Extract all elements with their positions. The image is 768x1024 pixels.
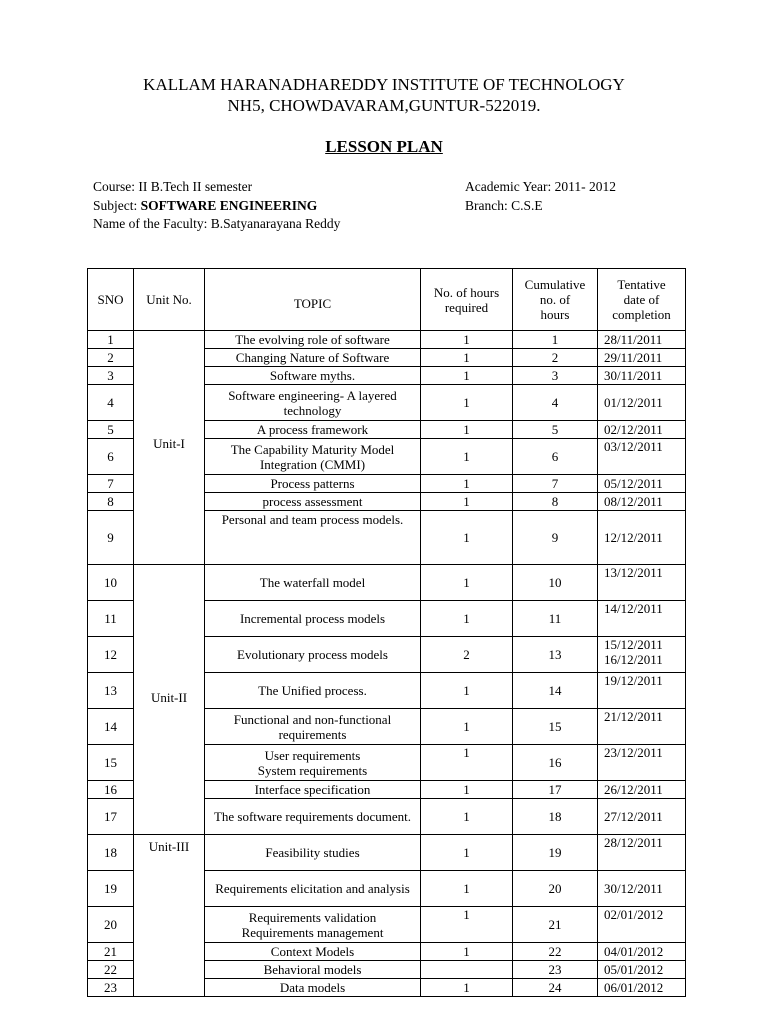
cell-hours: 1	[421, 421, 513, 439]
cell-date: 02/01/2012	[598, 907, 686, 943]
cell-hours: 1	[421, 475, 513, 493]
cell-sno: 20	[88, 907, 134, 943]
cell-date: 02/12/2011	[598, 421, 686, 439]
cell-date: 23/12/2011	[598, 745, 686, 781]
cell-sno: 1	[88, 331, 134, 349]
cell-topic: Requirements validation Requirements management	[205, 907, 421, 943]
cell-date: 03/12/2011	[598, 439, 686, 475]
header-date: Tentative date of completion	[598, 269, 686, 331]
cell-sno: 8	[88, 493, 134, 511]
cell-date: 28/12/2011	[598, 835, 686, 871]
subject-value: SOFTWARE ENGINEERING	[140, 198, 318, 213]
cell-cumulative: 2	[513, 349, 598, 367]
cell-date: 19/12/2011	[598, 673, 686, 709]
cell-date: 12/12/2011	[598, 511, 686, 565]
cell-hours: 1	[421, 601, 513, 637]
cell-topic: Context Models	[205, 943, 421, 961]
cell-cumulative: 21	[513, 907, 598, 943]
cell-cumulative: 22	[513, 943, 598, 961]
cell-hours: 1	[421, 799, 513, 835]
cell-sno: 15	[88, 745, 134, 781]
cell-date: 26/12/2011	[598, 781, 686, 799]
cell-cumulative: 14	[513, 673, 598, 709]
page-title: LESSON PLAN	[325, 137, 443, 156]
cell-hours: 1	[421, 943, 513, 961]
cell-cumulative: 19	[513, 835, 598, 871]
cell-cumulative: 20	[513, 871, 598, 907]
cell-cumulative: 3	[513, 367, 598, 385]
cell-hours: 1	[421, 781, 513, 799]
subject-line	[93, 198, 317, 214]
cell-hours: 1	[421, 871, 513, 907]
cell-hours: 1	[421, 565, 513, 601]
cell-topic: User requirements System requirements	[205, 745, 421, 781]
faculty-line: Name of the Faculty: B.Satyanarayana Reddy	[93, 216, 341, 231]
cell-hours: 1	[421, 439, 513, 475]
cell-hours: 1	[421, 385, 513, 421]
cell-topic: Behavioral models	[205, 961, 421, 979]
cell-topic: A process framework	[205, 421, 421, 439]
cell-hours: 1	[421, 979, 513, 997]
cell-sno: 23	[88, 979, 134, 997]
cell-hours: 1	[421, 835, 513, 871]
cell-date: 30/12/2011	[598, 871, 686, 907]
unit-cell: Unit-II	[134, 565, 205, 835]
cell-topic: Requirements elicitation and analysis	[205, 871, 421, 907]
header-hours: No. of hours required	[421, 269, 513, 331]
cell-hours: 1	[421, 745, 513, 781]
cell-topic: The Unified process.	[205, 673, 421, 709]
academic-year: Academic Year: 2011- 2012	[465, 179, 616, 194]
unit-cell: Unit-I	[134, 331, 205, 565]
cell-cumulative: 24	[513, 979, 598, 997]
cell-topic: The Capability Maturity Model Integration (CMMI)	[205, 439, 421, 475]
cell-sno: 6	[88, 439, 134, 475]
cell-topic: The evolving role of software	[205, 331, 421, 349]
cell-date: 01/12/2011	[598, 385, 686, 421]
header-cumulative: Cumulative no. of hours	[513, 269, 598, 331]
cell-date: 05/01/2012	[598, 961, 686, 979]
header-topic: TOPIC	[205, 269, 421, 331]
cell-topic: Process patterns	[205, 475, 421, 493]
cell-cumulative: 9	[513, 511, 598, 565]
table-row	[88, 835, 686, 871]
cell-cumulative: 8	[513, 493, 598, 511]
cell-date: 14/12/2011	[598, 601, 686, 637]
cell-date: 13/12/2011	[598, 565, 686, 601]
table-row	[88, 565, 686, 601]
cell-hours: 1	[421, 511, 513, 565]
cell-sno: 13	[88, 673, 134, 709]
cell-hours: 2	[421, 637, 513, 673]
cell-sno: 11	[88, 601, 134, 637]
cell-hours: 1	[421, 493, 513, 511]
cell-sno: 2	[88, 349, 134, 367]
cell-sno: 12	[88, 637, 134, 673]
cell-hours: 1	[421, 709, 513, 745]
cell-date: 06/01/2012	[598, 979, 686, 997]
cell-sno: 4	[88, 385, 134, 421]
cell-date: 05/12/2011	[598, 475, 686, 493]
cell-hours: 1	[421, 331, 513, 349]
cell-cumulative: 4	[513, 385, 598, 421]
cell-date: 21/12/2011	[598, 709, 686, 745]
institute-name: KALLAM HARANADHAREDDY INSTITUTE OF TECHNOLOGY	[143, 75, 625, 94]
cell-hours: 1	[421, 907, 513, 943]
cell-topic: Data models	[205, 979, 421, 997]
table-header-row	[88, 269, 686, 331]
cell-topic: Software myths.	[205, 367, 421, 385]
cell-topic: Incremental process models	[205, 601, 421, 637]
cell-date: 04/01/2012	[598, 943, 686, 961]
cell-hours: 1	[421, 673, 513, 709]
cell-sno: 22	[88, 961, 134, 979]
unit-cell: Unit-III	[134, 835, 205, 997]
cell-date: 29/11/2011	[598, 349, 686, 367]
institute-address: NH5, CHOWDAVARAM,GUNTUR-522019.	[227, 96, 541, 115]
cell-date: 28/11/2011	[598, 331, 686, 349]
cell-cumulative: 6	[513, 439, 598, 475]
cell-cumulative: 5	[513, 421, 598, 439]
header-unit: Unit No.	[134, 269, 205, 331]
cell-topic: Changing Nature of Software	[205, 349, 421, 367]
cell-cumulative: 17	[513, 781, 598, 799]
cell-sno: 16	[88, 781, 134, 799]
cell-hours: 1	[421, 349, 513, 367]
cell-hours: 1	[421, 367, 513, 385]
cell-sno: 14	[88, 709, 134, 745]
cell-topic: process assessment	[205, 493, 421, 511]
cell-topic: Personal and team process models.	[205, 511, 421, 565]
cell-topic: Functional and non-functional requirements	[205, 709, 421, 745]
cell-sno: 5	[88, 421, 134, 439]
cell-sno: 10	[88, 565, 134, 601]
cell-sno: 18	[88, 835, 134, 871]
cell-sno: 3	[88, 367, 134, 385]
cell-sno: 21	[88, 943, 134, 961]
lesson-plan-table	[87, 268, 686, 997]
branch-line: Branch: C.S.E	[465, 198, 543, 213]
cell-topic: Software engineering- A layered technology	[205, 385, 421, 421]
course-line: Course: II B.Tech II semester	[93, 179, 253, 194]
header-sno: SNO	[88, 269, 134, 331]
cell-topic: The software requirements document.	[205, 799, 421, 835]
cell-cumulative: 13	[513, 637, 598, 673]
subject-label: Subject:	[93, 198, 138, 213]
cell-cumulative: 23	[513, 961, 598, 979]
cell-date: 15/12/2011 16/12/2011	[598, 637, 686, 673]
table-row	[88, 331, 686, 349]
cell-topic: Feasibility studies	[205, 835, 421, 871]
cell-cumulative: 11	[513, 601, 598, 637]
cell-cumulative: 16	[513, 745, 598, 781]
cell-topic: Evolutionary process models	[205, 637, 421, 673]
cell-sno: 7	[88, 475, 134, 493]
cell-date: 08/12/2011	[598, 493, 686, 511]
cell-cumulative: 18	[513, 799, 598, 835]
cell-topic: Interface specification	[205, 781, 421, 799]
cell-cumulative: 7	[513, 475, 598, 493]
cell-sno: 9	[88, 511, 134, 565]
cell-sno: 17	[88, 799, 134, 835]
cell-sno: 19	[88, 871, 134, 907]
cell-date: 30/11/2011	[598, 367, 686, 385]
cell-cumulative: 10	[513, 565, 598, 601]
cell-cumulative: 1	[513, 331, 598, 349]
cell-date: 27/12/2011	[598, 799, 686, 835]
cell-hours	[421, 961, 513, 979]
cell-topic: The waterfall model	[205, 565, 421, 601]
cell-cumulative: 15	[513, 709, 598, 745]
